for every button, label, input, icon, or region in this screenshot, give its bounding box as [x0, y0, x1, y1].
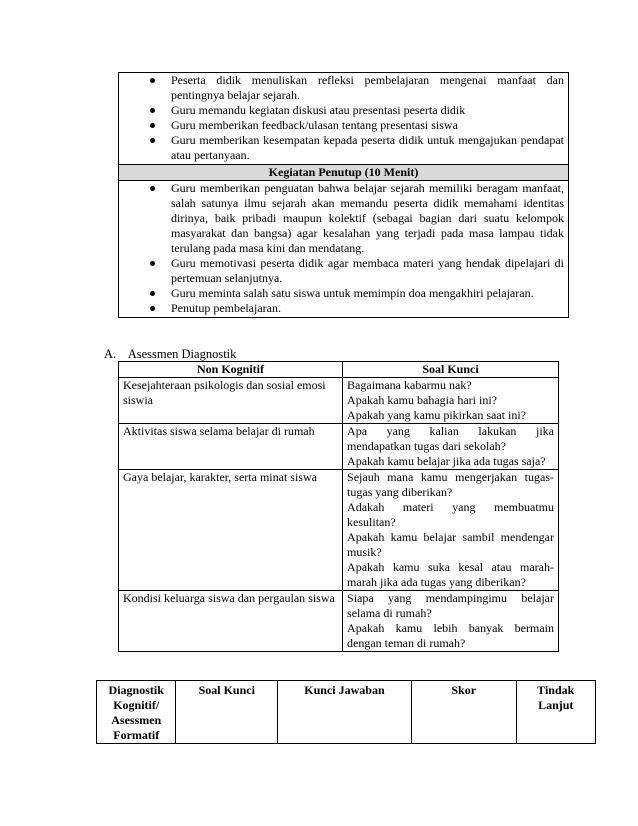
- list-item: Guru memandu kegiatan diskusi atau presentasi peserta didik: [123, 103, 564, 118]
- list-item: Peserta didik menuliskan refleksi pembelajaran mengenai manfaat dan pentingnya belajar sejarah.: [123, 73, 564, 103]
- question-line: Apakah kamu lebih banyak bermain dengan teman di rumah?: [347, 621, 554, 650]
- column-header: Non Kognitif: [119, 362, 343, 378]
- list-item: Guru memberikan penguatan bahwa belajar sejarah memiliki beragam manfaat, salah satunya ilmu sejarah akan memandu peserta didik memahami identitas dirinya, baik pribadi maupun kolektif (sebagai bagian dari suatu kelompok masyarakat dan bangsa) agar kesalahan yang terjadi pada masa lampau tidak terulang pada masa kini dan mendatang.: [123, 181, 564, 256]
- question-line: Apakah kamu belajar jika ada tugas saja?: [347, 454, 546, 468]
- question-line: Adakah materi yang membuatmu kesulitan?: [347, 500, 554, 529]
- table-cell: Kondisi keluarga siswa dan pergaulan siswa: [119, 591, 343, 652]
- table-cell: Kesejahteraan psikologis dan sosial emosi siswia: [119, 378, 343, 424]
- question-line: Apakah kamu belajar sambil mendengar musik?: [347, 530, 554, 559]
- question-line: Sejauh mana kamu mengerjakan tugas-tugas yang diberikan?: [347, 470, 554, 499]
- question-line: Apakah kamu suka kesal atau marah-marah jika ada tugas yang diberikan?: [347, 560, 554, 589]
- question-line: Siapa yang mendampingimu belajar selama di rumah?: [347, 591, 554, 620]
- question-line: Bagaimana kabarmu nak?: [347, 378, 472, 392]
- column-header: Diagnostik Kognitif/ Asessmen Formatif: [97, 681, 176, 744]
- table-row: [119, 591, 559, 652]
- section-label: A.: [104, 347, 117, 361]
- closing-activity-header: Kegiatan Penutup (10 Menit): [119, 165, 569, 181]
- table-cell: Gaya belajar, karakter, serta minat siswa: [119, 470, 343, 591]
- section-heading: [104, 347, 236, 362]
- column-header: Soal Kunci: [176, 681, 278, 744]
- formative-table: [96, 680, 596, 744]
- list-item: Guru meminta salah satu siswa untuk memimpin doa mengakhiri pelajaran.: [123, 286, 564, 301]
- table-row: [119, 424, 559, 470]
- list-item: Guru memberikan kesempatan kepada peserta didik untuk mengajukan pendapat atau pertanyaan.: [123, 133, 564, 163]
- table-cell: [343, 378, 559, 424]
- section-title: Asessmen Diagnostik: [127, 347, 237, 361]
- column-header: Tindak Lanjut: [516, 681, 596, 744]
- diagnostic-table: [118, 361, 559, 652]
- activity-top-cell: [119, 73, 569, 165]
- list-item: Penutup pembelajaran.: [123, 301, 564, 316]
- closing-activity-cell: [119, 181, 569, 318]
- table-row: [119, 378, 559, 424]
- question-line: Apakah yang kamu pikirkan saat ini?: [347, 408, 526, 422]
- column-header: Skor: [411, 681, 516, 744]
- column-header: Soal Kunci: [343, 362, 559, 378]
- column-header: Kunci Jawaban: [278, 681, 412, 744]
- table-cell: [343, 470, 559, 591]
- question-line: Apakah kamu bahagia hari ini?: [347, 393, 497, 407]
- table-cell: Aktivitas siswa selama belajar di rumah: [119, 424, 343, 470]
- table-cell: [343, 591, 559, 652]
- list-item: Guru memotivasi peserta didik agar membaca materi yang hendak dipelajari di pertemuan selanjutnya.: [123, 256, 564, 286]
- table-cell: [343, 424, 559, 470]
- closing-activity-list: [123, 181, 564, 316]
- list-item: Guru memberikan feedback/ulasan tentang presentasi siswa: [123, 118, 564, 133]
- table-row: [119, 470, 559, 591]
- activity-top-list: [123, 73, 564, 163]
- question-line: Apa yang kalian lakukan jika mendapatkan tugas dari sekolah?: [347, 424, 554, 453]
- activity-table: [118, 72, 569, 318]
